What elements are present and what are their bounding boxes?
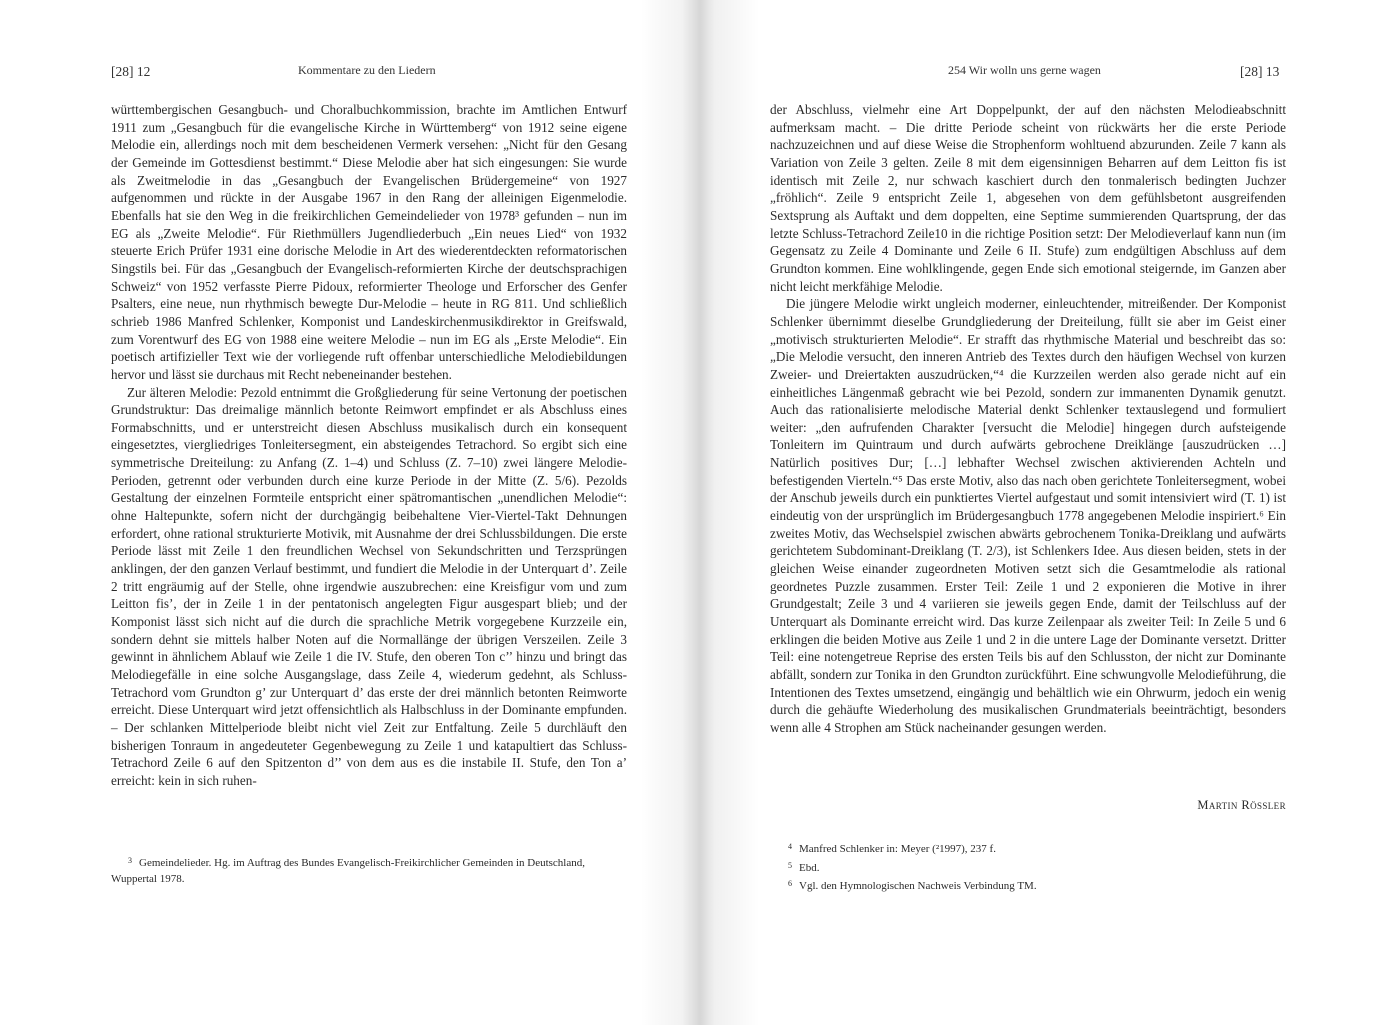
body-text-right: [770, 101, 1286, 737]
paragraph: württembergischen Gesangbuch- und Choralbuchkommission, brachte im Amtlichen Entwurf 1911 zum „Gesangbuch für die evangelische Kirche in Württemberg“ von 1912 seine eigene Melodie ein, allerdings noch mit dem bescheidenen Vermerk versehen: „Nicht für den Gesang der Gemeinde im Gottesdienst bestimmt.“ Diese Melodie aber hat sich eingesungen: Sie wurde als Zweitmelodie in das „Gesangbuch der Evangelischen Brüdergemeine“ von 1927 aufgenommen und rückte in der Ausgabe 1967 in den Rang der alleinigen Eigenmelodie. Ebenfalls hat sie den Weg in die freikirchlichen Gemeindelieder von 1978³ gefunden – nun im EG als „Zweite Melodie“. Für Riethmüllers Jugendliederbuch „Ein neues Lied“ von 1932 steuerte Erich Prüfer 1931 eine dorische Melodie in Art des wiederentdeckten reformatorischen Singstils bei. Für das „Gesangbuch der Evangelisch-reformierten Kirche der deutschsprachigen Schweiz“ von 1952 verfasste Pierre Pidoux, reformierter Theologe und Erforscher des Genfer Psalters, eine neue, nun rhythmisch bewegte Dur-Melodie – heute in RG 811. Und schließlich schrieb 1986 Manfred Schlenker, Komponist und Landeskirchenmusikdirektor in Greifswald, zum Vorentwurf des EG von 1988 eine weitere Melodie – nun im EG als „Erste Melodie“. Ein poetisch artifizieller Text wie der vorliegende ruft offenbar unterschiedliche Melodiebildungen hervor und lässt sie durchaus mit Recht nebeneinander bestehen.: [111, 102, 627, 382]
footnote: [788, 839, 1308, 858]
author-signature: Martin Rössler: [1197, 798, 1286, 812]
footnote-number: 6: [788, 879, 792, 888]
paragraph: Zur älteren Melodie: Pezold entnimmt die Großgliederung für seine Vertonung der poetischen Grundstruktur: Das dreimalige männlich betonte Reimwort empfindet er als Abschluss eines Formabschnitts, und er unterstreicht diesen Abschluss musikalisch durch ein konsequent eingesetztes, viergliedriges Tonleitersegment, ein absteigendes Tetrachord. So ergibt sich eine symmetrische Dreiteilung: zu Anfang (Z. 1–4) und Schluss (Z. 7–10) zwei längere Melodie-Perioden, getrennt oder verbunden durch eine kurze Periode in der Mitte (Z. 5/6). Pezolds Gestaltung der einzelnen Formteile entspricht einer spätromantischen „unendlichen Melodie“: ohne Haltepunkte, sofern nicht der durchgängig beibehaltene Vier-Viertel-Takt Dehnungen erfordert, ohne rational strukturierte Motivik, mit Ausnahme der drei Schlussbildungen. Die erste Periode lässt mit Zeile 1 den freundlichen Wechsel von Sekundschritten und Terzsprüngen anklingen, der den ganzen Verlauf bestimmt, und fundiert die Melodie in der Unterquart d’. Zeile 2 tritt engräumig auf der Stelle, ohne irgendwie auszubrechen: eine Kreisfigur vom und zum Leitton fis’, der in Zeile 1 in der pentatonisch angelegten Figur ausgespart blieb; und der Komponist lässt sich nicht auf die durch die sprachliche Metrik vorgegebene Kurzzeile ein, sondern dehnt sie mittels halber Noten auf die Normallänge der übrigen Verszeilen. Zeile 3 gewinnt in ähnlichem Ablauf wie Zeile 1 die IV. Stufe, den oberen Ton c’’ hinzu und bringt das Melodiegefälle in eine solche Ausgangslage, dass Zeile 4, wiederum gedehnt, als Schluss-Tetrachord vom Grundton g’ zur Unterquart d’ das erste der drei männlich betonten Reimworte erreicht. Diese Unterquart wird jetzt offensichtlich als Halbschluss in der Dominante empfunden. – Der schlanken Mittelperiode bleibt nicht viel Zeit zur Entfaltung. Zeile 5 durchläuft den bisherigen Tonraum in angedeuteter Gegenbewegung zu Zeile 1 und katapultiert das Schluss-Tetrachord Zeile 6 auf den Spitzenton d’’ von dem aus es die instabile II. Stufe, den Ton a’ erreicht: kein in sich ruhen-: [111, 384, 627, 788]
paragraph: der Abschluss, vielmehr eine Art Doppelpunkt, der auf den nächsten Melodieabschnitt aufmerksam macht. – Die dritte Periode scheint von rückwärts her die erste Periode nachzuzeichnen und auf diese Weise die Strophenform wohltuend abzurunden. Zeile 7 kann als Variation von Zeile 3 gelten. Zeile 8 mit dem eigensinnigen Beharren auf dem Leitton fis ist identisch mit Zeile 2, nur schwach kaschiert durch den tonmalerisch bedingten Juchzer „fröhlich“. Zeile 9 entspricht Zeile 1, abgesehen von dem gefühlsbetont ausgreifenden Sextsprung als Auftakt und dem doppelten, eine Septime summierenden Quartsprung, der das letzte Schluss-Tetrachord Zeile10 in die richtige Position setzt: Der Melodieverlauf kann nun (im Gegensatz zu Zeile 4 Dominante und Zeile 6 II. Stufe) zum endgültigen Abschluss auf dem Grundton kommen. Eine wohlklingende, gegen Ende sich emotional steigernde, im Ganzen aber nicht leicht merkfähige Melodie.: [770, 102, 1286, 294]
page-number-left: [28] 12: [111, 64, 151, 79]
right-page: [700, 0, 1400, 1025]
running-head-left: Kommentare zu den Liedern: [298, 63, 436, 77]
running-head-right: 254 Wir wolln uns gerne wagen: [948, 63, 1101, 77]
footnotes-left: [111, 853, 631, 887]
paragraph: Die jüngere Melodie wirkt ungleich moderner, einleuchtender, mitreißender. Der Komponist Schlenker übernimmt dieselbe Grundgliederung der Dreiteilung, füllt sie aber im Geist einer „motivisch strukturierten Melodie“. Er strafft das rhythmische Material und beschreibt das so: „Die Melodie versucht, den inneren Antrieb des Textes durch den häufigen Wechsel von kurzen Zweier- und Dreiertakten auszudrücken,“⁴ die Kurzzeilen werden also gerade nicht auf ein einheitliches Längenmaß gebracht wie bei Pezold, sondern zur immanenten Dynamik genutzt. Auch das rationalisierte melodische Material denkt Schlenker textauslegend und formuliert weiter: „den aufrufenden Charakter [versucht die Melodie] hingegen durch aufsteigende Tonleitern im Quintraum und durch aufwärts gebrochene Dreiklänge [auszudrücken …] Natürlich positives Dur; […] lebhafter Wechsel zwischen aktivierenden Achteln und befestigenden Vierteln.“⁵ Das erste Motiv, also das nach oben gerichtete Tonleitersegment, wobei der Anschub jeweils durch ein punktiertes Viertel aufgestaut und somit intensiviert wird (T. 1) ist eindeutig von der ursprünglich im Brüdergesangbuch 1778 angegebenen Melodie inspiriert.⁶ Ein zweites Motiv, das Wechselspiel zwischen abwärts gebrochenem Tonika-Dreiklang und aufwärts gerichtetem Subdominant-Dreiklang (T. 2/3), ist Schlenkers Idee. Aus diesen beiden, stets in der gleichen Weise einander zugeordneten Motiven setzt sich die Gesamtmelodie als rational geordnetes Puzzle zusammen. Erster Teil: Zeile 1 und 2 exponieren die Motive in ihrer Grundgestalt; Zeile 3 und 4 variieren sie jeweils gegen Ende, damit der Teilschluss auf der Unterquart als Dominante erreicht wird. Das kurze Zeilenpaar als zweiter Teil: In Zeile 5 und 6 erklingen die beiden Motive aus Zeile 1 und 2 in die untere Lage der Dominante versetzt. Dritter Teil: eine notengetreue Reprise des ersten Teils bis auf den Schlusston, der nicht zur Dominante abfällt, sondern zur Tonika in den Grundton zurückführt. Eine schwungvolle Melodieführung, die Intentionen des Textes umsetzend, eingängig und behältlich wie ein Ohrwurm, jedoch ein wenig durch die gehäufte Wiederholung des musikalischen Grundmaterials beeinträchtigt, besonders wenn alle 4 Strophen am Stück nacheinander gesungen werden.: [770, 296, 1286, 735]
footnote-text: Manfred Schlenker in: Meyer (²1997), 237 f.: [799, 843, 996, 855]
footnote-number: 3: [128, 856, 132, 865]
footnote-number: 4: [788, 842, 792, 851]
page-number-right: [28] 13: [1240, 64, 1280, 79]
footnote: [788, 858, 1308, 877]
footnote: [788, 876, 1308, 895]
footnotes-right: [788, 839, 1308, 895]
footnote-text: Ebd.: [799, 861, 820, 874]
footnote-text: Gemeindelieder. Hg. im Auftrag des Bundes Evangelisch-Freikirchlicher Gemeinden in Deutschland, Wuppertal 1978.: [111, 857, 585, 885]
footnote-number: 5: [788, 860, 792, 870]
body-text-left: [111, 101, 627, 790]
footnote: [111, 853, 631, 887]
footnote-text: Vgl. den Hymnologischen Nachweis Verbindung TM.: [799, 880, 1037, 892]
